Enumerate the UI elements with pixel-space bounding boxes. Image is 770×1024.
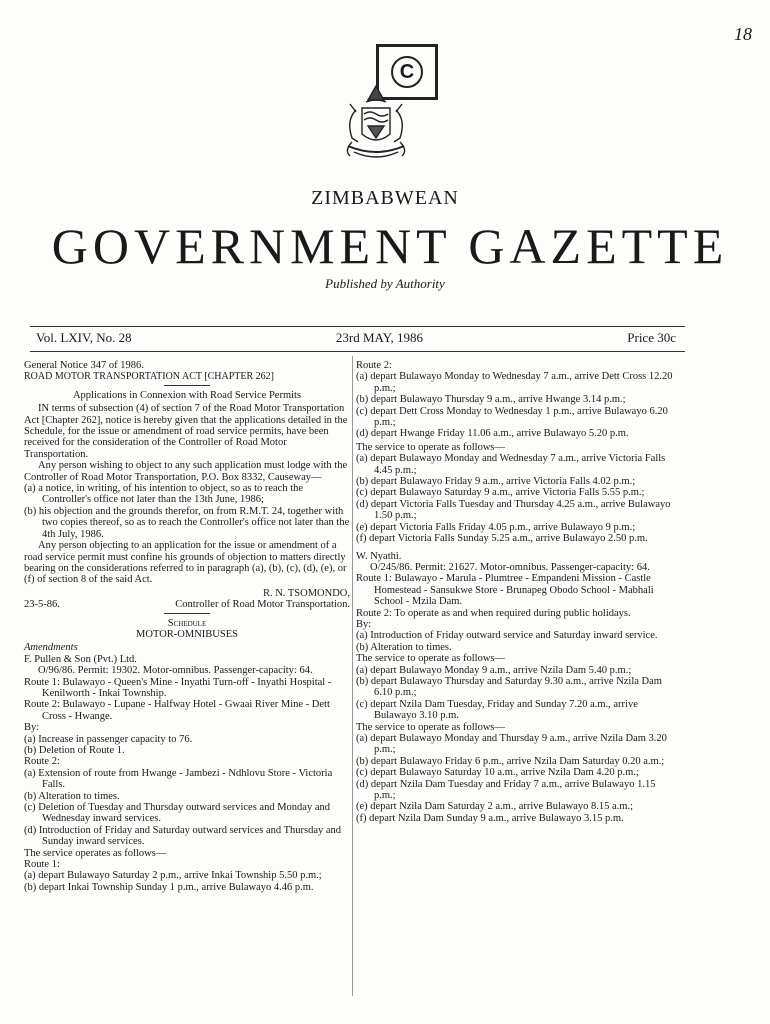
by-item-a: (a) Introduction of Friday outward service and Saturday inward service. — [356, 630, 658, 642]
service-item-b: (b) depart Inkai Township Sunday 1 p.m., arrive Bulawayo 4.46 p.m. — [24, 881, 314, 893]
stamp-letter: C — [391, 56, 423, 88]
notice-item-a: (a) a notice, in writing, of his intention to object, so as to reach the Controller's office not later than the 13th June, 1986; — [24, 483, 304, 506]
service-item-d: (d) depart Nzila Dam Tuesday and Friday 7 a.m., arrive Bulawayo 1.15 p.m.; — [356, 778, 656, 802]
notice-paragraph-2: Any person wishing to object to any such application must lodge with the Controller of Road Motor Transportation, P.O. Box 8332, Causeway— — [24, 460, 348, 483]
amendments-heading: Amendments — [24, 642, 78, 654]
route-2-label: Route 2: — [356, 360, 392, 371]
service-heading: The service operates as follows— — [24, 847, 167, 859]
masthead-rule-top — [30, 326, 685, 327]
by-label: By: — [24, 722, 40, 734]
permit-details: O/245/86. Permit: 21627. Motor-omnibus. Passenger-capacity: 64. — [370, 561, 650, 573]
notice-paragraph-1: IN terms of subsection (4) of section 7 of the Road Motor Transportation Act [Chapter 262], notice is hereby given that the applications detailed in the Schedule, for the issue or amendment of road service permits, have been received for the consideration of the Controller of Road Motor Transportation. — [24, 403, 348, 460]
service-heading: The service to operate as follows— — [356, 721, 505, 733]
service-item-a: (a) depart Bulawayo Saturday 2 p.m., arrive Inkai Township 5.50 p.m.; — [24, 870, 322, 882]
volume-number: Vol. LXIV, No. 28 — [36, 330, 132, 345]
notice-paragraph-3: Any person objecting to an application for the issue or amendment of a road service permit must confine his grounds of objection to matters directly bearing on the considerations referred to in paragraph (a), (b), (c), (d), (e), or (f) of section 8 of the said Act. — [24, 540, 347, 586]
masthead-rule-bottom — [30, 351, 685, 352]
gazette-title: GOVERNMENT GAZETTE — [51, 218, 729, 274]
route-2-item-b: (b) depart Bulawayo Thursday 9 a.m., arrive Hwange 3.14 p.m.; — [356, 394, 626, 406]
service-item-c: (c) depart Bulawayo Saturday 9 a.m., arrive Victoria Falls 5.55 p.m.; — [356, 487, 645, 499]
permit-details: O/96/86. Permit: 19302. Motor-omnibus. Passenger-capacity: 64. — [38, 665, 313, 677]
route-2-description: Route 2: To operate as and when required during public holidays. — [356, 607, 631, 619]
signature-row — [24, 599, 350, 610]
section-rule — [164, 613, 210, 614]
route-1-description: Route 1: Bulawayo - Queen's Mine - Inyathi Turn-off - Inyathi Hospital - Kenilworth - Inkai Township. — [24, 676, 332, 699]
route-2-item-a: (a) Extension of route from Hwange - Jambezi - Ndhlovu Store - Victoria Falls. — [24, 767, 333, 791]
published-by-authority: Published by Authority — [325, 276, 445, 291]
signatory-title: Controller of Road Motor Transportation. — [175, 599, 350, 611]
page-number: 18 — [734, 24, 752, 44]
notice-heading: Applications in Connexion with Road Service Permits — [72, 389, 302, 401]
issue-price: Price 30c — [627, 330, 676, 345]
by-item-a: (a) Increase in passenger capacity to 76. — [24, 733, 193, 745]
by-item-b: (b) Deletion of Route 1. — [24, 745, 125, 756]
route-2-description: Route 2: Bulawayo - Lupane - Halfway Hotel - Gwaai River Mine - Dett Cross - Hwange. — [24, 699, 330, 722]
route-2-item-a: (a) depart Bulawayo Monday to Wednesday 7 a.m., arrive Dett Cross 12.20 p.m.; — [356, 371, 673, 394]
service-item-c: (c) depart Bulawayo Saturday 10 a.m., arrive Nzila Dam 4.20 p.m.; — [356, 767, 639, 779]
service-item-e: (e) depart Nzila Dam Saturday 2 a.m., arrive Bulawayo 8.15 a.m.; — [356, 801, 633, 813]
coat-of-arms-emblem — [328, 80, 424, 170]
service-heading: The service to operate as follows— — [356, 653, 505, 665]
gazette-title-country: ZIMBABWEAN — [311, 187, 459, 209]
issue-date: 23rd MAY, 1986 — [335, 330, 423, 345]
route-1-description: Route 1: Bulawayo - Marula - Plumtree - Empandeni Mission - Castle Homestead - Sansukwe Store - Brunapeg Obodo School - Mabhali School - Mzila Dam. — [356, 573, 654, 608]
service-item-b: (b) depart Bulawayo Friday 9 a.m., arrive Victoria Falls 4.02 p.m.; — [356, 476, 636, 488]
route-2-item-b: (b) Alteration to times. — [24, 790, 120, 802]
service-item-a: (a) depart Bulawayo Monday and Wednesday 7 a.m., arrive Victoria Falls 4.45 p.m.; — [356, 453, 666, 476]
service-item-a: (a) depart Bulawayo Monday and Thursday 9 a.m., arrive Nzila Dam 3.20 p.m.; — [356, 733, 667, 756]
service-item-f: (f) depart Victoria Falls Sunday 5.25 a.m., arrive Bulawayo 2.50 p.m. — [356, 533, 648, 545]
route-2-label: Route 2: — [24, 756, 60, 768]
notice-item-b: (b) his objection and the grounds therefor, on from R.M.T. 24, together with two copies thereof, so as to reach the Controller's office not later than the 4th July, 1986. — [24, 505, 350, 540]
schedule-heading: Schedule — [167, 617, 207, 629]
route-2-item-d: (d) Introduction of Friday and Saturday outward services and Thursday and Sunday inward services. — [24, 824, 342, 848]
service-heading: The service to operate as follows— — [356, 441, 505, 453]
notice-number: General Notice 347 of 1986. — [24, 360, 144, 371]
service-item-c: (c) depart Nzila Dam Tuesday, Friday and Sunday 7.20 a.m., arrive Bulawayo 3.10 p.m. — [356, 698, 638, 722]
route-2-item-d: (d) depart Hwange Friday 11.06 a.m., arrive Bulawayo 5.20 p.m. — [356, 428, 629, 440]
schedule-subheading: MOTOR-OMNIBUSES — [136, 628, 238, 640]
column-divider — [352, 356, 353, 996]
company-name: F. Pullen & Son (Pvt.) Ltd. — [24, 653, 137, 665]
signatory-name: R. N. TSOMONDO, — [262, 587, 350, 599]
service-item-d: (d) depart Victoria Falls Tuesday and Thursday 4.25 a.m., arrive Bulawayo 1.50 p.m.; — [356, 498, 671, 522]
service-item-b: (b) depart Bulawayo Thursday and Saturday 9.30 a.m., arrive Nzila Dam 6.10 p.m.; — [356, 675, 662, 699]
act-title: ROAD MOTOR TRANSPORTATION ACT [CHAPTER 262] — [24, 371, 275, 383]
left-column — [24, 360, 350, 893]
by-item-b: (b) Alteration to times. — [356, 641, 452, 653]
masthead-info — [36, 330, 676, 346]
service-item-f: (f) depart Nzila Dam Sunday 9 a.m., arrive Bulawayo 3.15 p.m. — [356, 812, 624, 824]
signature-date: 23-5-86. — [24, 599, 60, 611]
applicant-name: W. Nyathi. — [356, 550, 402, 562]
section-rule — [164, 385, 210, 386]
service-item-b: (b) depart Bulawayo Friday 6 p.m., arrive Nzila Dam Saturday 0.20 a.m.; — [356, 755, 665, 767]
by-label: By: — [356, 618, 372, 630]
route-1-label: Route 1: — [24, 859, 60, 871]
route-2-item-c: (c) Deletion of Tuesday and Thursday outward services and Monday and Wednesday inward services. — [24, 802, 330, 825]
route-2-item-c: (c) depart Dett Cross Monday to Wednesday 1 p.m., arrive Bulawayo 6.20 p.m.; — [356, 405, 668, 429]
right-column — [356, 360, 674, 824]
service-item-e: (e) depart Victoria Falls Friday 4.05 p.m., arrive Bulawayo 9 p.m.; — [356, 521, 636, 533]
service-item-a: (a) depart Bulawayo Monday 9 a.m., arrive Nzila Dam 5.40 p.m.; — [356, 664, 632, 676]
